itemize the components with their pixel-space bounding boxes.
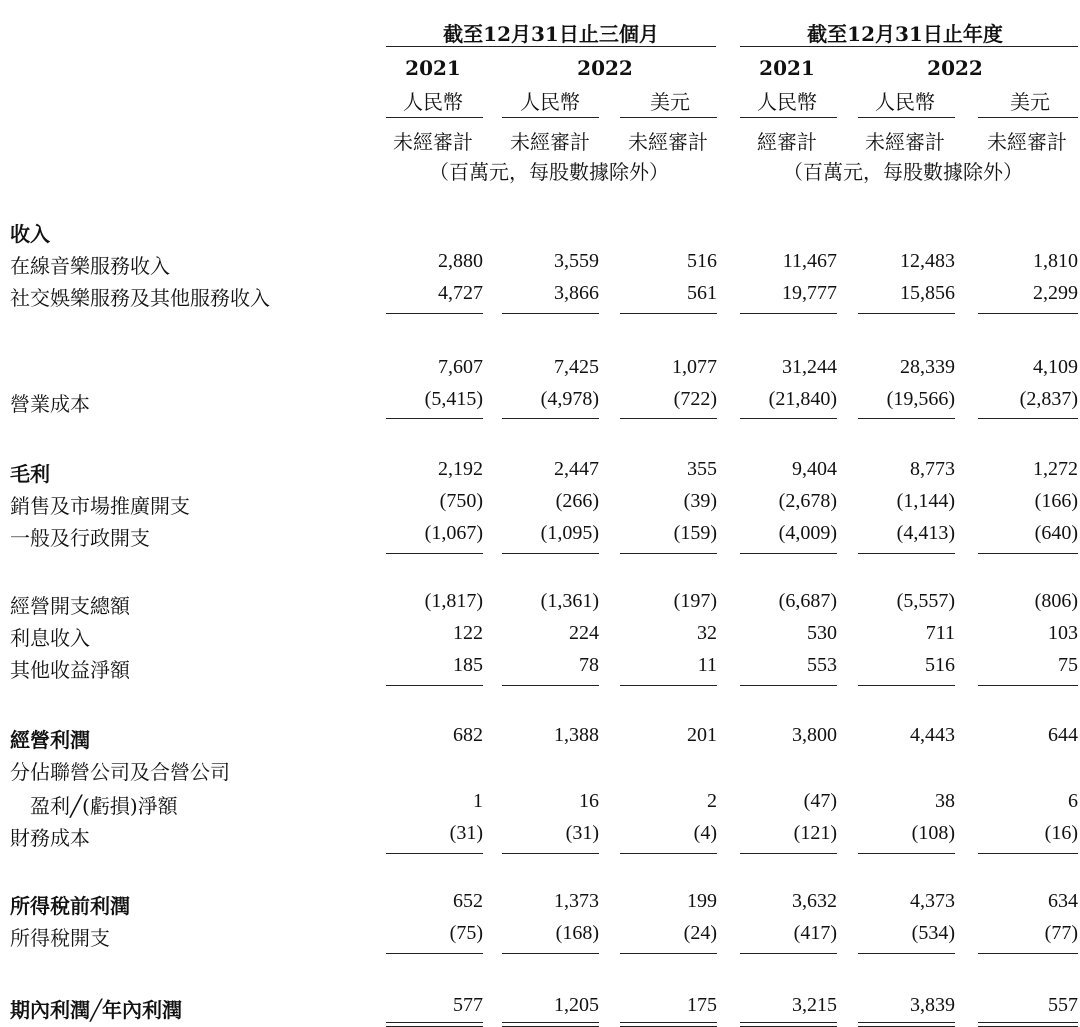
row-label: 一般及行政開支	[10, 526, 150, 550]
subtotal-rule	[978, 685, 1078, 686]
total-double-rule	[502, 1022, 599, 1027]
table-cell: (197)	[673, 590, 717, 612]
table-cell: 1,810	[1033, 250, 1078, 272]
table-cell: 75	[1058, 654, 1078, 676]
row-label: 社交娛樂服務及其他服務收入	[10, 286, 270, 310]
table-cell: (5,557)	[896, 590, 955, 612]
total-double-rule	[858, 1022, 955, 1027]
table-cell: 3,866	[554, 282, 599, 304]
table-cell: 7,607	[438, 356, 483, 378]
row-label: 收入	[10, 222, 50, 246]
table-cell: 1,272	[1033, 458, 1078, 480]
row-label: 經營開支總額	[10, 594, 130, 618]
table-cell: 1,373	[554, 890, 599, 912]
table-cell: 32	[697, 622, 717, 644]
year-heading: 2021	[405, 56, 461, 80]
table-cell: 4,443	[910, 724, 955, 746]
table-cell: 6	[1068, 790, 1078, 812]
table-cell: (2,837)	[1019, 388, 1078, 410]
table-cell: (24)	[683, 922, 717, 944]
row-label: 期內利潤╱年內利潤	[10, 998, 183, 1022]
table-cell: (4,978)	[540, 388, 599, 410]
row-label: 分佔聯營公司及合營公司	[10, 760, 230, 784]
row-label: 營業成本	[10, 392, 90, 416]
currency-heading: 人民幣	[757, 90, 817, 114]
table-cell: 682	[453, 724, 483, 746]
row-label: 銷售及市場推廣開支	[10, 494, 190, 518]
table-cell: (19,566)	[886, 388, 955, 410]
table-cell: (77)	[1044, 922, 1078, 944]
total-double-rule	[386, 1022, 483, 1027]
subtotal-rule	[858, 418, 955, 419]
table-cell: (1,361)	[540, 590, 599, 612]
table-cell: 2,192	[438, 458, 483, 480]
table-cell: 9,404	[792, 458, 837, 480]
subtotal-rule	[858, 685, 955, 686]
header-group-year: 截至12月31日止年度	[807, 22, 1003, 46]
column-rule	[386, 117, 483, 118]
audit-heading: 未經審計	[393, 130, 473, 154]
unit-note: （百萬元，每股數據除外）	[783, 160, 1023, 184]
subtotal-rule	[740, 553, 837, 554]
table-cell: (4,413)	[896, 522, 955, 544]
table-cell: (108)	[911, 822, 955, 844]
table-cell: (1,144)	[896, 490, 955, 512]
table-cell: 175	[687, 994, 717, 1016]
table-cell: 516	[687, 250, 717, 272]
subtotal-rule	[620, 685, 717, 686]
table-cell: (39)	[683, 490, 717, 512]
subtotal-rule	[502, 953, 599, 954]
subtotal-rule	[858, 853, 955, 854]
row-label: 在線音樂服務收入	[10, 254, 170, 278]
table-cell: 1	[473, 790, 483, 812]
table-cell: 31,244	[782, 356, 837, 378]
table-cell: 2	[707, 790, 717, 812]
table-cell: 7,425	[554, 356, 599, 378]
total-double-rule	[740, 1022, 837, 1027]
currency-heading: 美元	[1010, 90, 1050, 114]
subtotal-rule	[978, 313, 1078, 314]
table-cell: (534)	[911, 922, 955, 944]
table-cell: (6,687)	[778, 590, 837, 612]
table-cell: 3,839	[910, 994, 955, 1016]
subtotal-rule	[502, 313, 599, 314]
subtotal-rule	[386, 853, 483, 854]
row-label: 財務成本	[10, 826, 90, 850]
table-cell: 185	[453, 654, 483, 676]
subtotal-rule	[740, 953, 837, 954]
table-cell: (806)	[1034, 590, 1078, 612]
row-label: 盈利╱(虧損)淨額	[10, 794, 178, 818]
subtotal-rule	[858, 313, 955, 314]
currency-heading: 人民幣	[403, 90, 463, 114]
table-cell: (16)	[1044, 822, 1078, 844]
table-cell: (5,415)	[424, 388, 483, 410]
table-cell: 4,109	[1033, 356, 1078, 378]
subtotal-rule	[740, 418, 837, 419]
header-rule	[740, 46, 1078, 47]
table-cell: 553	[807, 654, 837, 676]
subtotal-rule	[502, 418, 599, 419]
subtotal-rule	[740, 853, 837, 854]
subtotal-rule	[502, 685, 599, 686]
table-cell: 78	[579, 654, 599, 676]
subtotal-rule	[858, 953, 955, 954]
table-cell: (266)	[555, 490, 599, 512]
subtotal-rule	[620, 313, 717, 314]
table-cell: 11	[697, 654, 717, 676]
table-cell: 38	[935, 790, 955, 812]
table-cell: 8,773	[910, 458, 955, 480]
table-cell: (159)	[673, 522, 717, 544]
table-cell: 557	[1048, 994, 1078, 1016]
table-cell: 561	[687, 282, 717, 304]
subtotal-rule	[386, 685, 483, 686]
table-cell: (31)	[449, 822, 483, 844]
table-cell: 3,215	[792, 994, 837, 1016]
currency-heading: 美元	[650, 90, 690, 114]
table-cell: 224	[569, 622, 599, 644]
subtotal-rule	[858, 553, 955, 554]
table-cell: 15,856	[900, 282, 955, 304]
table-cell: 201	[687, 724, 717, 746]
subtotal-rule	[620, 553, 717, 554]
table-cell: 11,467	[782, 250, 837, 272]
total-double-rule	[978, 1022, 1078, 1027]
row-label: 所得稅開支	[10, 926, 110, 950]
table-cell: 3,800	[792, 724, 837, 746]
header-rule	[386, 46, 716, 47]
currency-heading: 人民幣	[520, 90, 580, 114]
table-cell: 4,727	[438, 282, 483, 304]
table-cell: 19,777	[782, 282, 837, 304]
subtotal-rule	[620, 953, 717, 954]
subtotal-rule	[978, 553, 1078, 554]
table-cell: (640)	[1034, 522, 1078, 544]
subtotal-rule	[386, 553, 483, 554]
table-cell: 199	[687, 890, 717, 912]
table-cell: 3,632	[792, 890, 837, 912]
table-cell: (168)	[555, 922, 599, 944]
audit-heading: 未經審計	[628, 130, 708, 154]
year-heading: 2022	[927, 56, 983, 80]
table-cell: 516	[925, 654, 955, 676]
table-cell: 16	[579, 790, 599, 812]
table-cell: 644	[1048, 724, 1078, 746]
row-label: 所得稅前利潤	[10, 894, 130, 918]
row-label: 其他收益淨額	[10, 658, 130, 682]
subtotal-rule	[386, 313, 483, 314]
table-cell: 122	[453, 622, 483, 644]
table-cell: 355	[687, 458, 717, 480]
table-cell: 2,447	[554, 458, 599, 480]
subtotal-rule	[740, 313, 837, 314]
table-cell: (750)	[439, 490, 483, 512]
subtotal-rule	[978, 853, 1078, 854]
table-cell: 711	[925, 622, 955, 644]
table-cell: (417)	[793, 922, 837, 944]
table-cell: 652	[453, 890, 483, 912]
table-cell: (4)	[693, 822, 717, 844]
table-cell: 1,205	[554, 994, 599, 1016]
table-cell: 4,373	[910, 890, 955, 912]
subtotal-rule	[740, 685, 837, 686]
row-label: 毛利	[10, 462, 50, 486]
table-cell: (121)	[793, 822, 837, 844]
subtotal-rule	[620, 853, 717, 854]
subtotal-rule	[386, 953, 483, 954]
table-cell: (1,817)	[424, 590, 483, 612]
table-cell: (1,095)	[540, 522, 599, 544]
table-cell: (4,009)	[778, 522, 837, 544]
table-cell: 634	[1048, 890, 1078, 912]
audit-heading: 未經審計	[865, 130, 945, 154]
audit-heading: 經審計	[757, 130, 817, 154]
unit-note: （百萬元，每股數據除外）	[429, 160, 669, 184]
audit-heading: 未經審計	[510, 130, 590, 154]
total-double-rule	[620, 1022, 717, 1027]
table-cell: 530	[807, 622, 837, 644]
subtotal-rule	[386, 418, 483, 419]
subtotal-rule	[978, 418, 1078, 419]
table-cell: 2,299	[1033, 282, 1078, 304]
table-cell: 12,483	[900, 250, 955, 272]
subtotal-rule	[502, 853, 599, 854]
column-rule	[858, 117, 955, 118]
table-cell: (75)	[449, 922, 483, 944]
audit-heading: 未經審計	[987, 130, 1067, 154]
column-rule	[740, 117, 837, 118]
column-rule	[620, 117, 717, 118]
table-cell: (1,067)	[424, 522, 483, 544]
header-group-three-months: 截至12月31日止三個月	[443, 22, 659, 46]
year-heading: 2021	[759, 56, 815, 80]
table-cell: 577	[453, 994, 483, 1016]
table-cell: 1,388	[554, 724, 599, 746]
table-cell: (2,678)	[778, 490, 837, 512]
subtotal-rule	[620, 418, 717, 419]
column-rule	[502, 117, 599, 118]
year-heading: 2022	[577, 56, 633, 80]
table-cell: 103	[1048, 622, 1078, 644]
table-cell: 3,559	[554, 250, 599, 272]
subtotal-rule	[978, 953, 1078, 954]
table-cell: (166)	[1034, 490, 1078, 512]
subtotal-rule	[502, 553, 599, 554]
table-cell: (31)	[565, 822, 599, 844]
row-label: 經營利潤	[10, 728, 90, 752]
table-cell: 2,880	[438, 250, 483, 272]
currency-heading: 人民幣	[875, 90, 935, 114]
table-cell: 28,339	[900, 356, 955, 378]
table-cell: (21,840)	[768, 388, 837, 410]
table-cell: (47)	[803, 790, 837, 812]
table-cell: 1,077	[672, 356, 717, 378]
table-cell: (722)	[673, 388, 717, 410]
row-label: 利息收入	[10, 626, 90, 650]
column-rule	[978, 117, 1078, 118]
